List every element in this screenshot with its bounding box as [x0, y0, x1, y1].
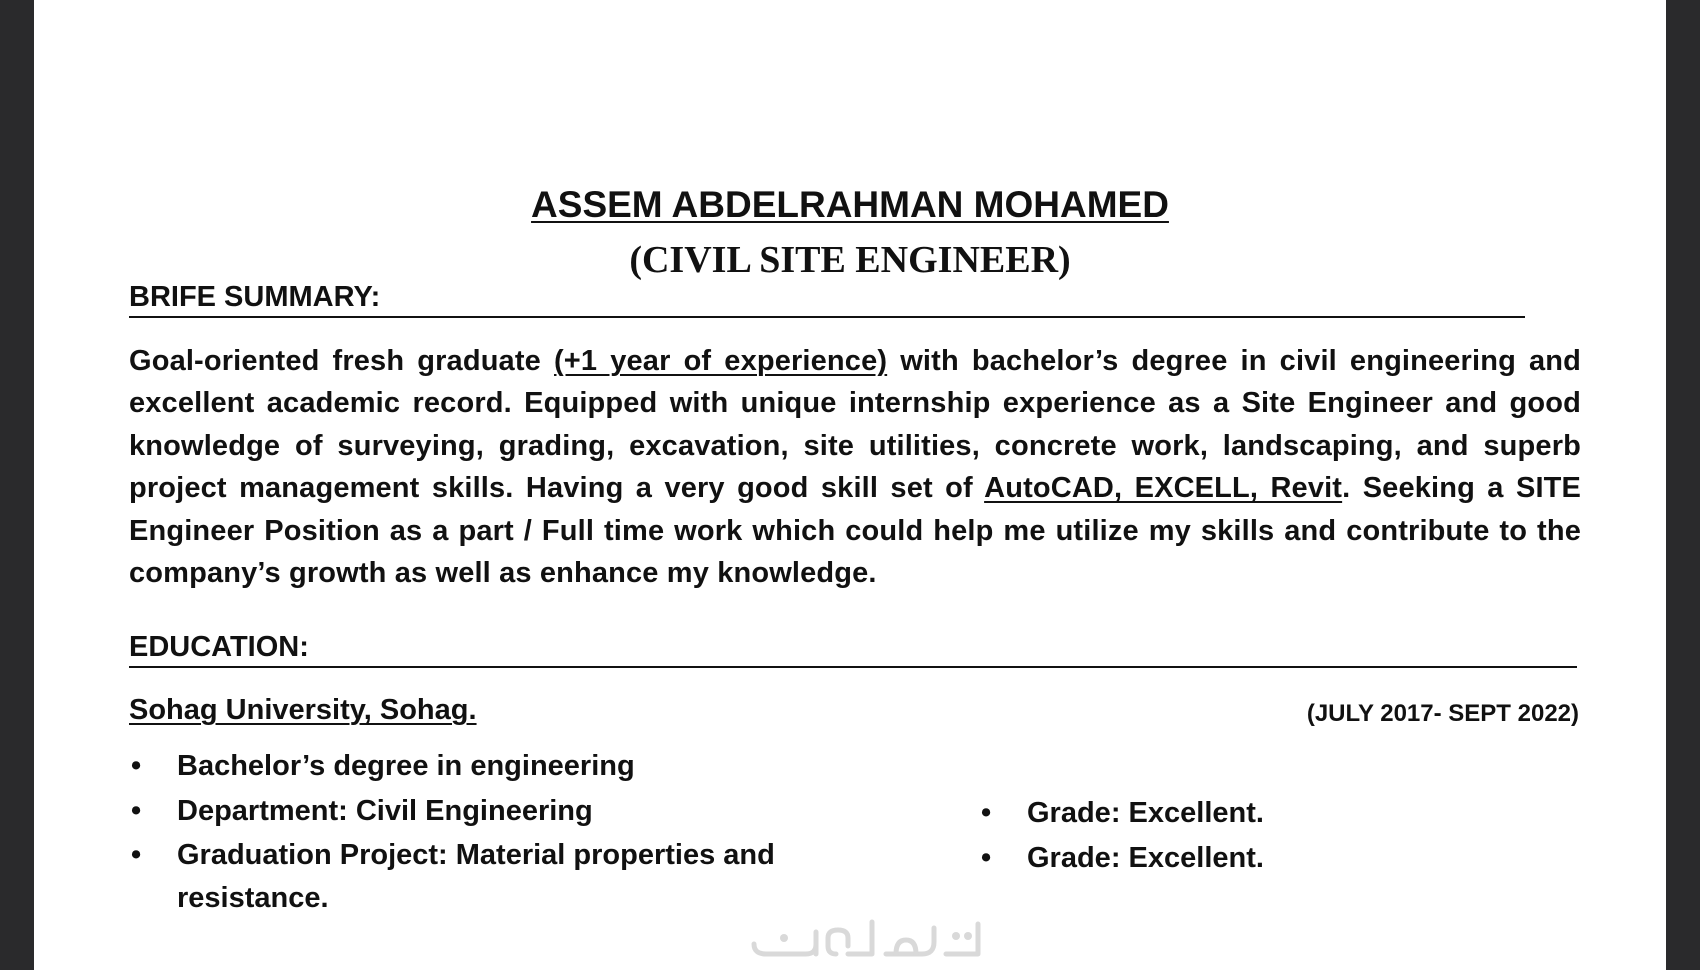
summary-paragraph [129, 340, 1581, 594]
candidate-role: (CIVIL SITE ENGINEER) [629, 239, 1071, 281]
university-name: Sohag University, Sohag. [129, 694, 477, 726]
list-item: • Department: Civil Engineering [129, 790, 869, 833]
list-item: • Grade: Excellent. [979, 792, 1479, 835]
summary-heading: BRIFE SUMMARY: [129, 280, 1525, 318]
experience-highlight: (+1 year of experience) [554, 345, 888, 377]
khamsat-watermark-logo [746, 902, 986, 962]
summary-text-2: with bachelor’s degree in civil engineering and excellent academic record. Equipped with unique internship experience as a Site Engineer and good knowledge of surveying, grading, excavation, site utilities, concrete work, landscaping, and superb project management skills. Having a very good skill set of [129, 345, 1582, 505]
list-item: • Grade: Excellent. [979, 837, 1479, 880]
skills-highlight: AutoCAD, EXCELL, Revit [984, 472, 1343, 505]
summary-text-1: Goal-oriented fresh graduate [129, 345, 554, 377]
summary-text-3: . Seeking a SITE Engineer Position as a part / Full time work which could help me utilize my skills and contribute to the company’s growth as well as enhance my knowledge. [129, 472, 1582, 590]
list-item: • Graduation Project: Material properties and resistance. [129, 834, 869, 919]
grades-list [979, 792, 1479, 881]
education-dates: (JULY 2017- SEPT 2022) [1306, 700, 1579, 727]
education-heading: EDUCATION: [129, 630, 1577, 668]
resume-page [34, 0, 1666, 970]
list-item: • Bachelor’s degree in engineering [129, 745, 869, 788]
candidate-name: ASSEM ABDELRAHMAN MOHAMED [531, 184, 1169, 225]
education-details-list [129, 745, 869, 921]
